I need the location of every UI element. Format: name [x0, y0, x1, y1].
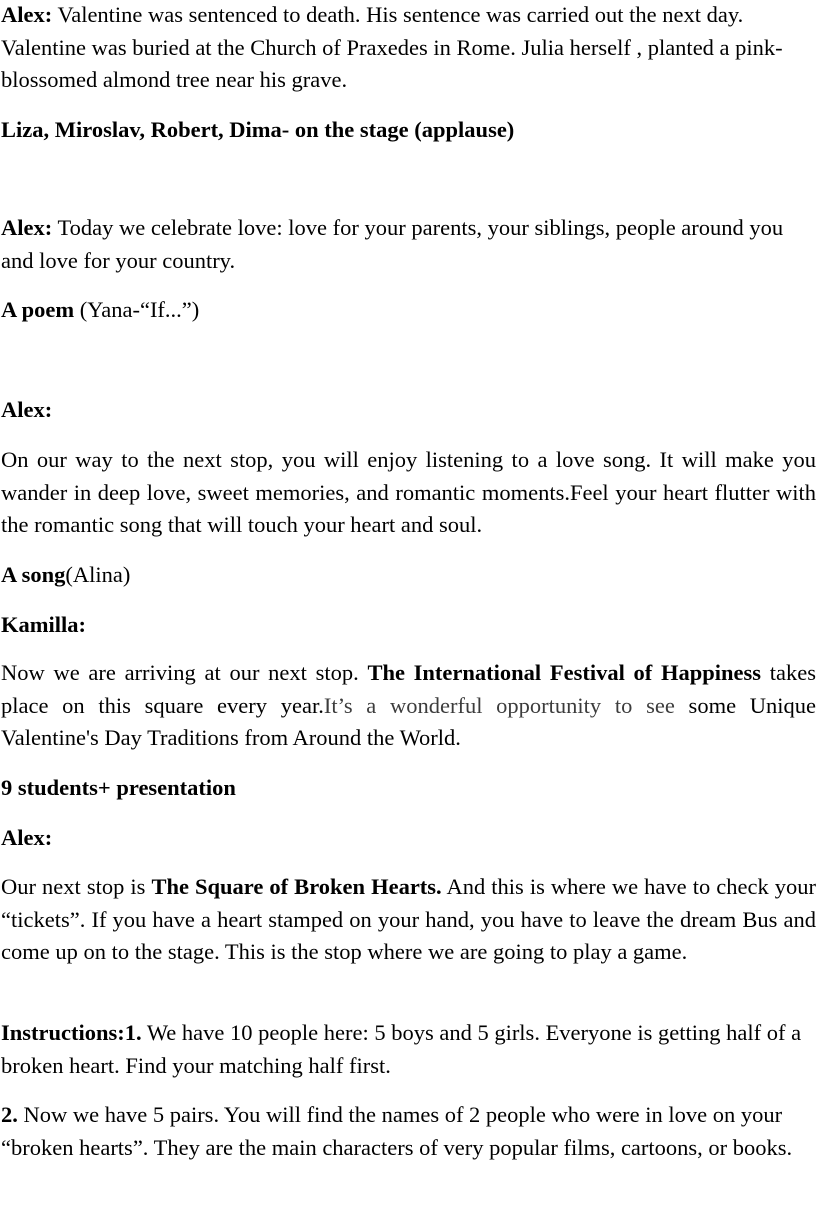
- square-name: The Square of Broken Hearts.: [151, 874, 442, 899]
- paragraph-valentine-sentence: [1, 0, 816, 97]
- muted-text: It’s a wonderful opportunity to see: [323, 692, 675, 718]
- item-text: (Alina): [65, 562, 131, 587]
- song-item: [1, 559, 816, 592]
- item-label: A song: [1, 562, 66, 587]
- speaker-heading: [1, 609, 816, 642]
- speaker-label: Alex:: [1, 215, 53, 240]
- instructions-step-2: [1, 1099, 816, 1164]
- paragraph-text: Now we are arriving at our next stop.: [1, 660, 368, 685]
- stage-direction-text: Liza, Miroslav, Robert, Dima- on the stage (applause): [1, 117, 515, 142]
- step-text: We have 10 people here: 5 boys and 5 girls. Everyone is getting half of a broken heart. Find your matching half first.: [1, 1020, 802, 1078]
- poem-item: [1, 294, 816, 327]
- speaker-heading: [1, 394, 816, 427]
- presentation-item: [1, 772, 816, 805]
- paragraph-celebrate-love: [1, 212, 816, 277]
- paragraph-text: Valentine was sentenced to death. His sentence was carried out the next day. Valentine was buried at the Church of Praxedes in Rome. Julia herself , planted a pink- blossomed almond tree near his grave.: [1, 2, 783, 92]
- paragraph-text: Our next stop is: [1, 874, 152, 899]
- step-text: Now we have 5 pairs. You will find the names of 2 people who were in love on your “broken hearts”. They are the main characters of very popular films, cartoons, or books.: [1, 1102, 793, 1160]
- speaker-label: Alex:: [1, 825, 53, 850]
- speaker-label: Alex:: [1, 2, 53, 27]
- paragraph-text: On our way to the next stop, you will enjoy listening to a love song. It will make you wander in deep love, sweet memories, and romantic moments.Feel your heart flutter with the romantic song that will touch your heart and soul.: [1, 447, 816, 537]
- paragraph-love-song: [1, 444, 816, 542]
- speaker-label: Kamilla:: [1, 612, 86, 637]
- paragraph-text: takes place on this square every year.: [1, 660, 816, 718]
- stage-direction-performers: [1, 114, 816, 147]
- festival-name: The International Festival of Happiness: [367, 660, 762, 685]
- paragraph-text: Today we celebrate love: love for your parents, your siblings, people around you and love for your country.: [1, 215, 784, 273]
- speaker-label: Alex:: [1, 397, 53, 422]
- paragraph-text: And this is where we have to check your “tickets”. If you have a heart stamped on your hand, you have to leave the dream Bus and come up on to the stage. This is the stop where we are going to play a game.: [1, 874, 816, 964]
- speaker-heading: [1, 822, 816, 855]
- item-text: (Yana-“If...”): [74, 297, 200, 322]
- item-label: 9 students+ presentation: [1, 775, 236, 800]
- step-label: 2.: [1, 1102, 18, 1127]
- paragraph-text: some Unique Valentine's Day Traditions from Around the World.: [1, 692, 816, 750]
- instructions-step-1: [1, 1017, 816, 1082]
- item-label: A poem: [1, 297, 75, 322]
- paragraph-broken-hearts: [1, 871, 816, 969]
- step-label: Instructions:1.: [1, 1020, 142, 1045]
- paragraph-festival-of-happiness: [1, 657, 816, 755]
